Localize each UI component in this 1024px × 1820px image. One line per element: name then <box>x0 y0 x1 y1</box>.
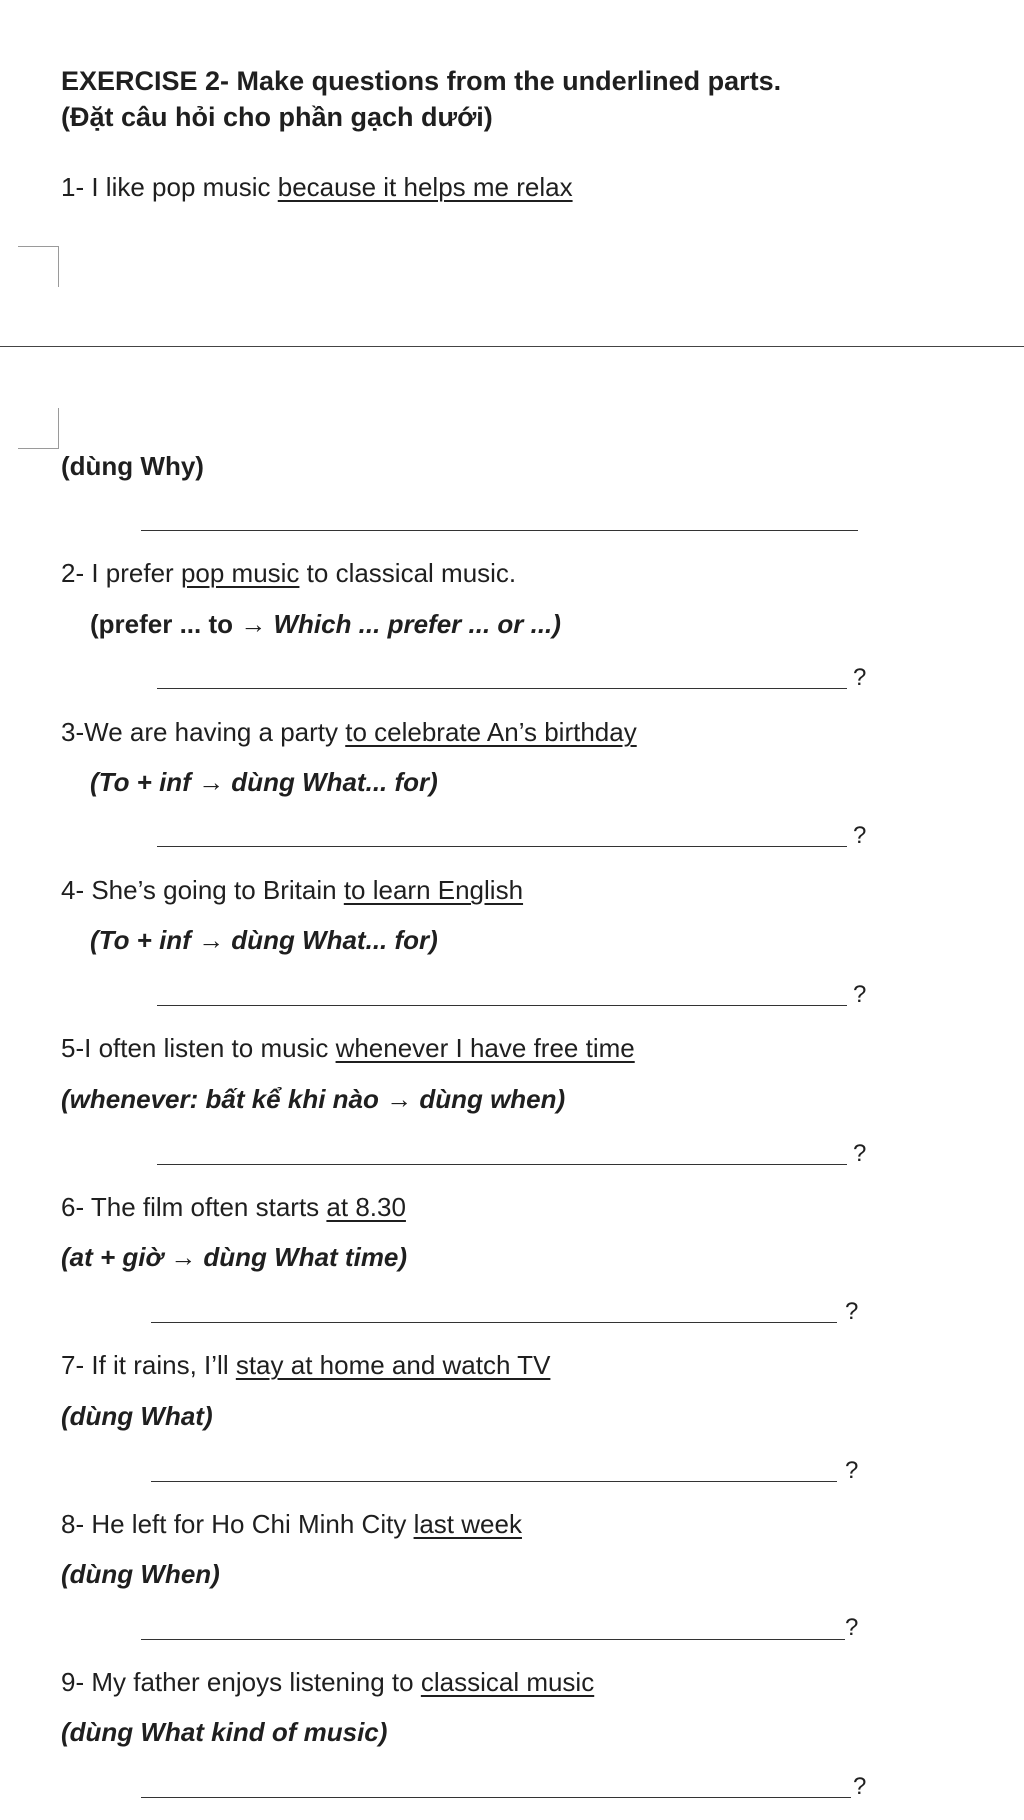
question-5-text: 5-I often listen to music <box>61 1033 336 1063</box>
question-2-hint-plain: (prefer ... to → <box>90 609 274 639</box>
question-7-hint: (dùng What) <box>61 1401 213 1431</box>
question-2-hint-italic: Which ... prefer ... or ...) <box>273 609 561 639</box>
question-1-hint: (dùng Why) <box>61 451 204 481</box>
page-corner-mark-bottom <box>18 408 59 449</box>
question-8-underlined: last week <box>413 1509 522 1539</box>
exercise-title: EXERCISE 2- Make questions from the underlined parts. <box>61 66 782 96</box>
question-7 <box>61 1350 550 1381</box>
question-1-answer-line[interactable] <box>141 530 858 531</box>
question-5 <box>61 1033 635 1064</box>
question-3-answer-line[interactable] <box>157 846 847 847</box>
question-9-hint: (dùng What kind of music) <box>61 1717 388 1747</box>
question-8-hint: (dùng When) <box>61 1559 220 1589</box>
question-8-text: 8- He left for Ho Chi Minh City <box>61 1509 414 1539</box>
question-8-answer-line[interactable] <box>141 1639 845 1640</box>
question-3-underlined: to celebrate An’s birthday <box>345 717 637 747</box>
question-6 <box>61 1192 406 1223</box>
question-3-text: 3-We are having a party <box>61 717 346 747</box>
question-6-hint: (at + giờ → dùng What time) <box>61 1242 408 1272</box>
question-6-qmark: ? <box>845 1298 859 1325</box>
question-2-suffix: to classical music. <box>299 558 517 588</box>
question-6-answer-line[interactable] <box>151 1322 837 1323</box>
question-4-qmark: ? <box>853 981 867 1008</box>
question-2-qmark: ? <box>853 664 867 691</box>
question-1 <box>61 172 573 203</box>
page-break-line <box>0 346 1024 347</box>
question-8-qmark: ? <box>845 1614 859 1641</box>
exercise-subtitle: (Đặt câu hỏi cho phần gạch dưới) <box>61 102 493 132</box>
question-3-hint: (To + inf → dùng What... for) <box>90 767 438 797</box>
question-1-text: 1- I like pop music <box>61 172 278 202</box>
question-4-hint: (To + inf → dùng What... for) <box>90 925 438 955</box>
question-2-text: 2- I prefer <box>61 558 181 588</box>
question-7-underlined: stay at home and watch TV <box>235 1350 551 1380</box>
question-2-answer-line[interactable] <box>157 688 847 689</box>
question-5-qmark: ? <box>853 1140 867 1167</box>
question-8 <box>61 1509 522 1540</box>
question-7-qmark: ? <box>845 1457 859 1484</box>
question-1-underlined: because it helps me relax <box>277 172 573 202</box>
question-6-underlined: at 8.30 <box>326 1192 406 1222</box>
question-4-answer-line[interactable] <box>157 1005 847 1006</box>
question-5-hint: (whenever: bất kể khi nào → dùng when) <box>61 1084 566 1114</box>
question-5-underlined: whenever I have free time <box>335 1033 635 1063</box>
question-9-qmark: ? <box>853 1773 867 1800</box>
question-3-qmark: ? <box>853 822 867 849</box>
question-9 <box>61 1667 594 1698</box>
question-2 <box>61 558 516 589</box>
question-4 <box>61 875 523 906</box>
question-6-text: 6- The film often starts <box>61 1192 327 1222</box>
question-9-text: 9- My father enjoys listening to <box>61 1667 421 1697</box>
page-corner-mark-top <box>18 246 59 287</box>
question-4-underlined: to learn English <box>343 875 524 905</box>
question-5-answer-line[interactable] <box>157 1164 847 1165</box>
question-2-hint <box>90 609 561 640</box>
question-3 <box>61 717 637 748</box>
question-9-answer-line[interactable] <box>141 1797 851 1798</box>
question-2-underlined: pop music <box>180 558 300 588</box>
question-4-text: 4- She’s going to Britain <box>61 875 344 905</box>
question-7-text: 7- If it rains, I’ll <box>61 1350 236 1380</box>
question-7-answer-line[interactable] <box>151 1481 837 1482</box>
question-9-underlined: classical music <box>420 1667 595 1697</box>
